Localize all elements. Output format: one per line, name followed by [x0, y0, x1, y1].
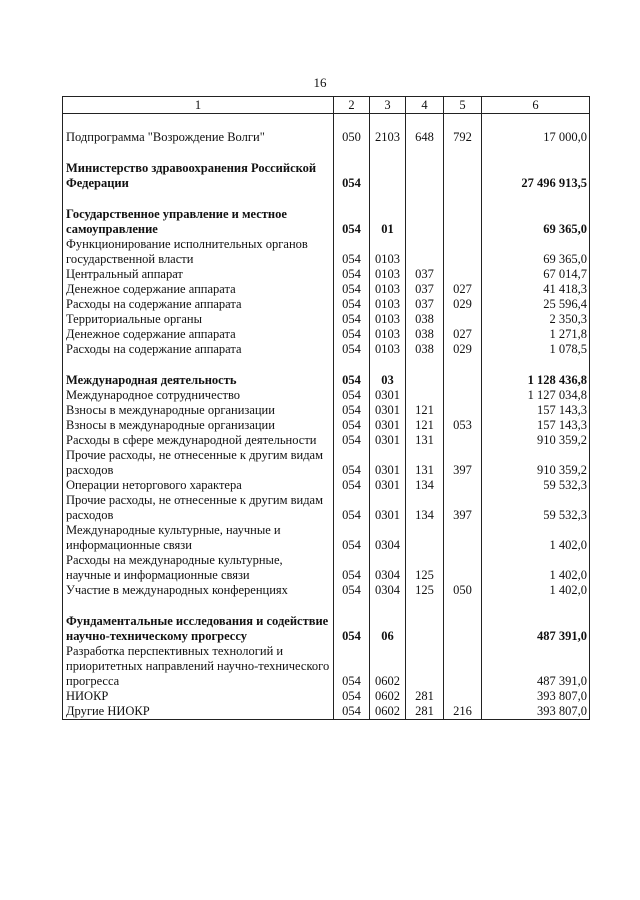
- spacer-cell: [482, 191, 590, 207]
- cell-col5: 029: [444, 297, 482, 312]
- spacer-cell: [63, 114, 334, 131]
- cell-col3: 0301: [370, 448, 406, 478]
- spacer-cell: [444, 145, 482, 161]
- cell-col4: 125: [406, 583, 444, 598]
- cell-col5: 027: [444, 327, 482, 342]
- table-row: [63, 237, 590, 267]
- spacer-cell: [63, 191, 334, 207]
- cell-col4: 134: [406, 478, 444, 493]
- table-header: [63, 97, 590, 114]
- header-row: [63, 97, 590, 114]
- cell-name: Взносы в международные организации: [63, 403, 334, 418]
- cell-col2: 054: [334, 689, 370, 704]
- cell-amount: 1 128 436,8: [482, 373, 590, 388]
- cell-col3: 0301: [370, 403, 406, 418]
- cell-col3: 0301: [370, 433, 406, 448]
- spacer-cell: [334, 598, 370, 614]
- cell-col3: 0301: [370, 418, 406, 433]
- cell-col5: [444, 161, 482, 191]
- cell-col4: [406, 523, 444, 553]
- table-row: [63, 644, 590, 689]
- spacer-cell: [370, 191, 406, 207]
- cell-amount: 1 127 034,8: [482, 388, 590, 403]
- cell-name: Расходы на международные культурные, научные и информационные связи: [63, 553, 334, 583]
- table-row: [63, 388, 590, 403]
- cell-name: Международные культурные, научные и информационные связи: [63, 523, 334, 553]
- cell-col5: [444, 267, 482, 282]
- cell-amount: 910 359,2: [482, 448, 590, 478]
- table-row: [63, 342, 590, 357]
- cell-amount: 393 807,0: [482, 689, 590, 704]
- cell-col3: 2103: [370, 130, 406, 145]
- spacer-cell: [444, 114, 482, 131]
- table-row: [63, 267, 590, 282]
- cell-col2: 054: [334, 161, 370, 191]
- header-col-6: 6: [482, 97, 590, 114]
- cell-col3: 0103: [370, 267, 406, 282]
- cell-col2: 054: [334, 403, 370, 418]
- cell-col2: 054: [334, 553, 370, 583]
- cell-col4: 648: [406, 130, 444, 145]
- cell-amount: 67 014,7: [482, 267, 590, 282]
- cell-name: Международное сотрудничество: [63, 388, 334, 403]
- cell-name: Участие в международных конференциях: [63, 583, 334, 598]
- cell-col4: 121: [406, 418, 444, 433]
- spacer-cell: [370, 145, 406, 161]
- cell-col5: 397: [444, 448, 482, 478]
- cell-name: Другие НИОКР: [63, 704, 334, 720]
- cell-col4: 134: [406, 493, 444, 523]
- cell-amount: 69 365,0: [482, 207, 590, 237]
- cell-col5: 027: [444, 282, 482, 297]
- cell-name: Денежное содержание аппарата: [63, 282, 334, 297]
- section-row: [63, 161, 590, 191]
- cell-col3: 0103: [370, 327, 406, 342]
- cell-col5: [444, 373, 482, 388]
- cell-col5: [444, 433, 482, 448]
- cell-amount: 393 807,0: [482, 704, 590, 720]
- cell-col3: 0103: [370, 282, 406, 297]
- cell-col5: 050: [444, 583, 482, 598]
- budget-table: [62, 96, 590, 720]
- cell-col4: [406, 388, 444, 403]
- spacer-cell: [482, 598, 590, 614]
- spacer-cell: [370, 114, 406, 131]
- table-row: [63, 433, 590, 448]
- cell-col2: 054: [334, 267, 370, 282]
- cell-col4: 281: [406, 704, 444, 720]
- cell-col3: 0103: [370, 342, 406, 357]
- cell-col4: 038: [406, 312, 444, 327]
- section-row: [63, 614, 590, 644]
- cell-col5: 216: [444, 704, 482, 720]
- spacer-cell: [334, 114, 370, 131]
- table-row: [63, 327, 590, 342]
- spacer-cell: [370, 598, 406, 614]
- cell-col3: 0103: [370, 237, 406, 267]
- cell-amount: 1 402,0: [482, 583, 590, 598]
- cell-col2: 054: [334, 282, 370, 297]
- page-number: 16: [313, 75, 327, 90]
- cell-col5: [444, 523, 482, 553]
- cell-name: Операции неторгового характера: [63, 478, 334, 493]
- spacer-cell: [444, 598, 482, 614]
- cell-col4: 121: [406, 403, 444, 418]
- spacer-cell: [482, 145, 590, 161]
- cell-amount: 1 402,0: [482, 553, 590, 583]
- cell-col3: 03: [370, 373, 406, 388]
- cell-col2: 054: [334, 583, 370, 598]
- cell-col4: 038: [406, 342, 444, 357]
- cell-name: Разработка перспективных технологий и приоритетных направлений научно-технического прогресса: [63, 644, 334, 689]
- header-col-4: 4: [406, 97, 444, 114]
- table-row: [63, 704, 590, 720]
- cell-name: Функционирование исполнительных органов государственной власти: [63, 237, 334, 267]
- table-row: [63, 403, 590, 418]
- cell-col3: 0602: [370, 704, 406, 720]
- cell-col2: 054: [334, 373, 370, 388]
- cell-col2: 050: [334, 130, 370, 145]
- table-row: [63, 689, 590, 704]
- spacer-row: [63, 145, 590, 161]
- cell-col2: 054: [334, 327, 370, 342]
- cell-name: Центральный аппарат: [63, 267, 334, 282]
- cell-col5: 029: [444, 342, 482, 357]
- cell-amount: 27 496 913,5: [482, 161, 590, 191]
- cell-amount: 1 078,5: [482, 342, 590, 357]
- table-row: [63, 523, 590, 553]
- spacer-cell: [63, 357, 334, 373]
- cell-name: Расходы в сфере международной деятельности: [63, 433, 334, 448]
- table-row: [63, 493, 590, 523]
- cell-amount: 1 402,0: [482, 523, 590, 553]
- table-row: [63, 297, 590, 312]
- cell-name: Прочие расходы, не отнесенные к другим видам расходов: [63, 493, 334, 523]
- cell-name: Расходы на содержание аппарата: [63, 297, 334, 312]
- cell-col2: 054: [334, 207, 370, 237]
- spacer-cell: [444, 357, 482, 373]
- cell-name: Международная деятельность: [63, 373, 334, 388]
- cell-col2: 054: [334, 448, 370, 478]
- cell-col3: 0304: [370, 583, 406, 598]
- table-row: [63, 583, 590, 598]
- cell-col4: [406, 644, 444, 689]
- spacer-cell: [334, 145, 370, 161]
- spacer-row: [63, 598, 590, 614]
- spacer-cell: [406, 114, 444, 131]
- header-col-5: 5: [444, 97, 482, 114]
- table-body: [63, 114, 590, 720]
- table-row: [63, 282, 590, 297]
- cell-amount: 69 365,0: [482, 237, 590, 267]
- cell-col4: [406, 237, 444, 267]
- spacer-row: [63, 114, 590, 131]
- cell-col4: [406, 161, 444, 191]
- cell-col3: 0103: [370, 297, 406, 312]
- cell-amount: 17 000,0: [482, 130, 590, 145]
- cell-name: Подпрограмма "Возрождение Волги": [63, 130, 334, 145]
- cell-col3: 0602: [370, 644, 406, 689]
- cell-col4: 131: [406, 433, 444, 448]
- cell-col4: 281: [406, 689, 444, 704]
- spacer-cell: [63, 145, 334, 161]
- cell-col5: [444, 403, 482, 418]
- spacer-cell: [406, 191, 444, 207]
- cell-col4: 131: [406, 448, 444, 478]
- spacer-cell: [63, 598, 334, 614]
- table-row: [63, 478, 590, 493]
- spacer-cell: [406, 145, 444, 161]
- cell-col4: 037: [406, 282, 444, 297]
- cell-col5: 053: [444, 418, 482, 433]
- cell-name: Денежное содержание аппарата: [63, 327, 334, 342]
- header-col-3: 3: [370, 97, 406, 114]
- cell-amount: 2 350,3: [482, 312, 590, 327]
- cell-col3: 0304: [370, 523, 406, 553]
- spacer-cell: [334, 357, 370, 373]
- cell-name: Министерство здравоохранения Российской Федерации: [63, 161, 334, 191]
- spacer-cell: [406, 357, 444, 373]
- cell-name: Государственное управление и местное самоуправление: [63, 207, 334, 237]
- spacer-cell: [482, 357, 590, 373]
- header-col-2: 2: [334, 97, 370, 114]
- cell-col4: 037: [406, 297, 444, 312]
- cell-name: НИОКР: [63, 689, 334, 704]
- cell-name: Прочие расходы, не отнесенные к другим видам расходов: [63, 448, 334, 478]
- cell-name: Взносы в международные организации: [63, 418, 334, 433]
- cell-col3: 0301: [370, 478, 406, 493]
- section-row: [63, 373, 590, 388]
- cell-amount: 487 391,0: [482, 644, 590, 689]
- cell-col3: 0304: [370, 553, 406, 583]
- cell-amount: 59 532,3: [482, 478, 590, 493]
- cell-col3: 01: [370, 207, 406, 237]
- cell-name: Фундаментальные исследования и содействие научно-техническому прогрессу: [63, 614, 334, 644]
- cell-amount: 157 143,3: [482, 403, 590, 418]
- spacer-cell: [482, 114, 590, 131]
- spacer-cell: [370, 357, 406, 373]
- table-row: [63, 418, 590, 433]
- table-row: [63, 553, 590, 583]
- cell-col5: [444, 388, 482, 403]
- cell-col5: 397: [444, 493, 482, 523]
- cell-amount: 1 271,8: [482, 327, 590, 342]
- spacer-row: [63, 357, 590, 373]
- cell-col5: [444, 478, 482, 493]
- cell-col5: [444, 207, 482, 237]
- cell-col2: 054: [334, 433, 370, 448]
- cell-col2: 054: [334, 418, 370, 433]
- cell-col2: 054: [334, 388, 370, 403]
- spacer-cell: [444, 191, 482, 207]
- cell-col4: 125: [406, 553, 444, 583]
- cell-col2: 054: [334, 704, 370, 720]
- table-row: [63, 448, 590, 478]
- cell-amount: 59 532,3: [482, 493, 590, 523]
- cell-col5: [444, 614, 482, 644]
- table-row: [63, 130, 590, 145]
- cell-col3: 0301: [370, 388, 406, 403]
- cell-col4: [406, 614, 444, 644]
- cell-col5: [444, 237, 482, 267]
- table-row: [63, 312, 590, 327]
- cell-col4: [406, 373, 444, 388]
- spacer-row: [63, 191, 590, 207]
- cell-col5: 792: [444, 130, 482, 145]
- cell-amount: 25 596,4: [482, 297, 590, 312]
- spacer-cell: [334, 191, 370, 207]
- cell-name: Расходы на содержание аппарата: [63, 342, 334, 357]
- cell-col3: 0103: [370, 312, 406, 327]
- cell-col3: 0602: [370, 689, 406, 704]
- header-col-1: 1: [63, 97, 334, 114]
- cell-col2: 054: [334, 342, 370, 357]
- cell-col5: [444, 644, 482, 689]
- cell-col2: 054: [334, 644, 370, 689]
- cell-col4: 037: [406, 267, 444, 282]
- cell-amount: 41 418,3: [482, 282, 590, 297]
- cell-name: Территориальные органы: [63, 312, 334, 327]
- cell-col2: 054: [334, 614, 370, 644]
- cell-col2: 054: [334, 297, 370, 312]
- cell-col2: 054: [334, 237, 370, 267]
- cell-col2: 054: [334, 523, 370, 553]
- cell-col3: [370, 161, 406, 191]
- cell-col5: [444, 689, 482, 704]
- cell-col4: 038: [406, 327, 444, 342]
- cell-col2: 054: [334, 312, 370, 327]
- cell-col2: 054: [334, 478, 370, 493]
- cell-col5: [444, 312, 482, 327]
- cell-col2: 054: [334, 493, 370, 523]
- spacer-cell: [406, 598, 444, 614]
- cell-col3: 06: [370, 614, 406, 644]
- cell-amount: 910 359,2: [482, 433, 590, 448]
- cell-col4: [406, 207, 444, 237]
- cell-col3: 0301: [370, 493, 406, 523]
- cell-amount: 487 391,0: [482, 614, 590, 644]
- cell-col5: [444, 553, 482, 583]
- section-row: [63, 207, 590, 237]
- cell-amount: 157 143,3: [482, 418, 590, 433]
